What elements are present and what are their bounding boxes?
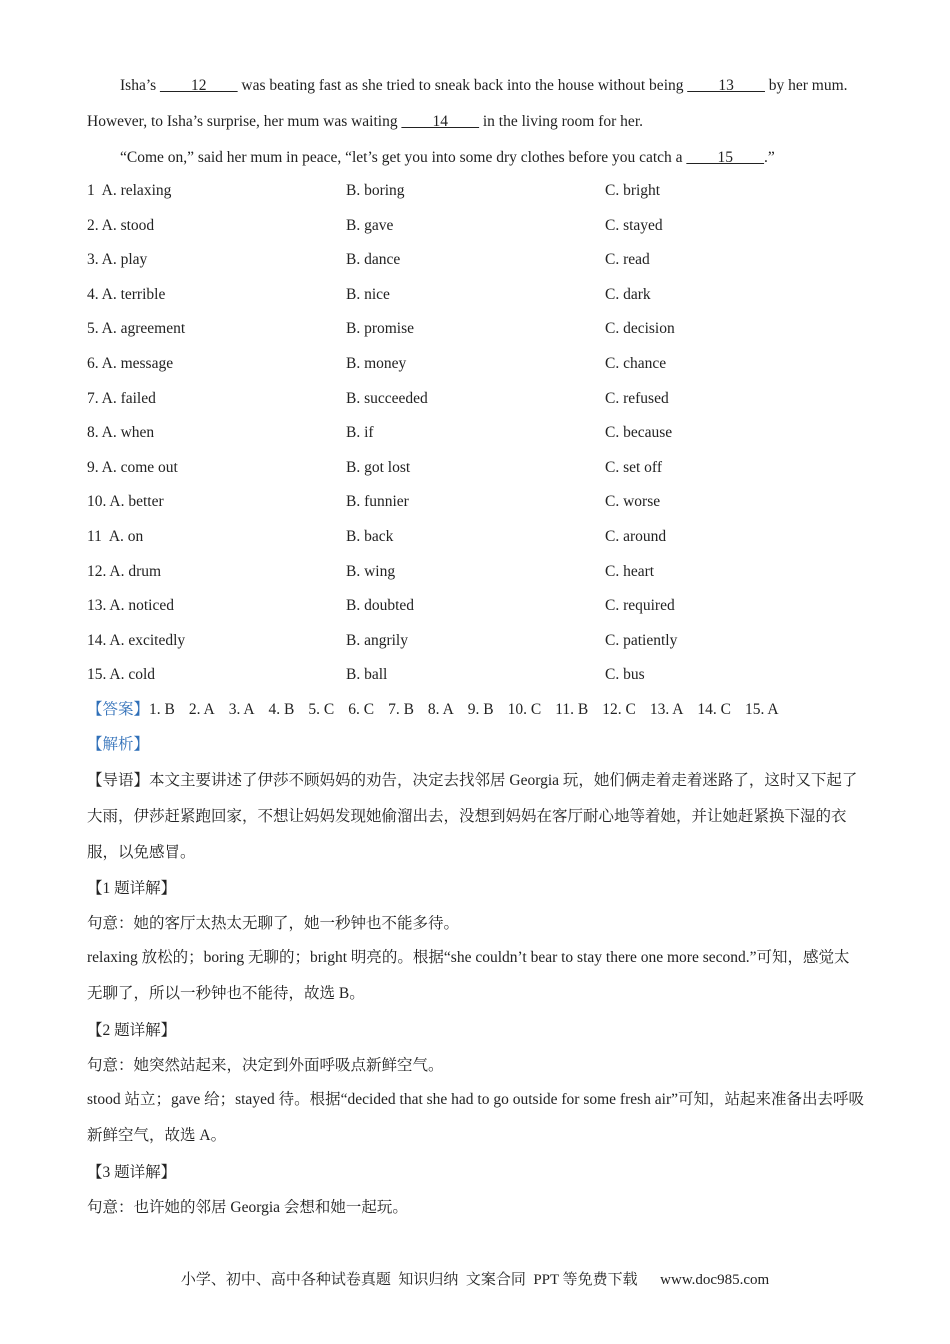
detail-explain-2: stood 站立；gave 给；stayed 待。根据“decided that she had to go outside for some fresh air”可知，站起来准备出去呼吸新鲜空气，故选 A。 <box>87 1091 865 1144</box>
passage-text: was beating fast as she tried to sneak back into the house without being <box>237 77 688 94</box>
blank-12: ____12____ <box>160 77 238 94</box>
option-b: B. got lost <box>346 459 411 476</box>
option-row <box>87 525 867 549</box>
option-a: 5. A. agreement <box>87 320 186 337</box>
option-a: 1 A. relaxing <box>87 182 172 199</box>
option-a: 10. A. better <box>87 493 164 510</box>
option-row <box>87 490 867 514</box>
option-a: 2. A. stood <box>87 217 155 234</box>
option-c: C. read <box>605 251 650 268</box>
answer-line <box>87 698 864 722</box>
answer-item: 14. C <box>697 701 731 718</box>
blank-15: ____15____ <box>686 149 764 166</box>
answer-item: 12. C <box>602 701 636 718</box>
passage-text: in the living room for her. <box>478 113 643 130</box>
answer-item: 1. B <box>149 701 175 718</box>
page-footer: 小学、初中、高中各种试卷真题 知识归纳 文案合同 PPT 等免费下载 www.doc985.com <box>180 1272 770 1288</box>
option-a: 6. A. message <box>87 355 174 372</box>
option-a: 12. A. drum <box>87 563 162 580</box>
option-b: B. gave <box>346 217 394 234</box>
answer-item: 7. B <box>388 701 414 718</box>
guide-label: 【导语】 <box>87 772 150 789</box>
option-c: C. worse <box>605 493 661 510</box>
guide-paragraph <box>87 763 864 871</box>
blank-13: ____13____ <box>687 77 765 94</box>
answer-item: 3. A <box>228 701 255 718</box>
option-c: C. because <box>605 424 673 441</box>
option-a: 11 A. on <box>87 528 144 545</box>
option-b: B. wing <box>346 563 396 580</box>
option-row <box>87 214 867 238</box>
detail-explain-1: relaxing 放松的；boring 无聊的；bright 明亮的。根据“she couldn’t bear to stay there one more second.”可知，感觉太无聊了，所以一秒钟也不能待，故选 B。 <box>87 949 850 1002</box>
passage-paragraph-2 <box>87 140 864 176</box>
guide-text: 本文主要讲述了伊莎不顾妈妈的劝告，决定去找邻居 Georgia 玩，她们俩走着走着迷路了，这时又下起了大雨，伊莎赶紧跑回家，不想让妈妈发现她偷溜出去，没想到妈妈在客厅耐心地等着她，并让她赶紧换下湿的衣服，以免感冒。 <box>87 772 858 861</box>
option-c: C. stayed <box>605 217 663 234</box>
option-b: B. boring <box>346 182 405 199</box>
option-b: B. back <box>346 528 394 545</box>
option-a: 9. A. come out <box>87 459 178 476</box>
option-row <box>87 594 867 618</box>
option-row <box>87 179 867 203</box>
option-b: B. dance <box>346 251 401 268</box>
option-a: 13. A. noticed <box>87 597 174 614</box>
option-c: C. decision <box>605 320 675 337</box>
option-b: B. funnier <box>346 493 409 510</box>
answer-item: 5. C <box>308 701 335 718</box>
passage-text: by her mum. However, to Isha’s surprise, her mum was waiting <box>87 77 848 130</box>
passage-text: Isha’s <box>120 77 161 94</box>
option-a: 15. A. cold <box>87 666 156 683</box>
answer-item: 6. C <box>348 701 375 718</box>
option-c: C. around <box>605 528 667 545</box>
option-row <box>87 663 867 687</box>
option-b: B. succeeded <box>346 390 428 407</box>
answer-items <box>149 701 793 718</box>
option-a: 3. A. play <box>87 251 148 268</box>
option-c: C. patiently <box>605 632 678 649</box>
option-b: B. if <box>346 424 374 441</box>
blank-14: ____14____ <box>401 113 479 130</box>
option-b: B. money <box>346 355 407 372</box>
option-row <box>87 317 867 341</box>
option-row <box>87 560 867 584</box>
option-a: 8. A. when <box>87 424 155 441</box>
detail-heading-1: 【1 题详解】 <box>87 880 177 897</box>
answer-item: 15. A <box>745 701 779 718</box>
answer-item: 11. B <box>555 701 589 718</box>
passage-text: “Come on,” said her mum in peace, “let’s get you into some dry clothes before you catch a <box>120 149 687 166</box>
option-a: 14. A. excitedly <box>87 632 186 649</box>
option-row <box>87 352 867 376</box>
answer-item: 8. A <box>427 701 454 718</box>
detail-meaning-2: 句意：她突然站起来，决定到外面呼吸点新鲜空气。 <box>87 1057 444 1074</box>
option-row <box>87 629 867 653</box>
option-c: C. bright <box>605 182 661 199</box>
passage-paragraph-1 <box>87 68 864 140</box>
option-row <box>87 456 867 480</box>
option-c: C. required <box>605 597 675 614</box>
option-c: C. bus <box>605 666 645 683</box>
option-row <box>87 387 867 411</box>
detail-heading-3: 【3 题详解】 <box>87 1164 177 1181</box>
detail-heading-2: 【2 题详解】 <box>87 1022 177 1039</box>
option-b: B. promise <box>346 320 415 337</box>
answer-item: 10. C <box>507 701 542 718</box>
option-row <box>87 248 867 272</box>
option-a: 7. A. failed <box>87 390 156 407</box>
option-b: B. ball <box>346 666 388 683</box>
option-row <box>87 283 867 307</box>
option-c: C. set off <box>605 459 662 476</box>
detail-meaning-3: 句意：也许她的邻居 Georgia 会想和她一起玩。 <box>87 1199 408 1216</box>
option-c: C. chance <box>605 355 667 372</box>
option-b: B. doubted <box>346 597 415 614</box>
answer-item: 9. B <box>467 701 494 718</box>
option-a: 4. A. terrible <box>87 286 166 303</box>
answer-item: 2. A <box>188 701 215 718</box>
answer-label: 【答案】 <box>87 701 150 718</box>
option-row <box>87 421 867 445</box>
option-b: B. nice <box>346 286 390 303</box>
answer-item: 13. A <box>649 701 684 718</box>
option-c: C. heart <box>605 563 655 580</box>
detail-meaning-1: 句意：她的客厅太热太无聊了，她一秒钟也不能多待。 <box>87 915 460 932</box>
passage-text: .” <box>763 149 775 166</box>
answer-item: 4. B <box>268 701 295 718</box>
option-b: B. angrily <box>346 632 408 649</box>
option-c: C. refused <box>605 390 669 407</box>
analysis-label: 【解析】 <box>87 736 150 753</box>
option-c: C. dark <box>605 286 651 303</box>
